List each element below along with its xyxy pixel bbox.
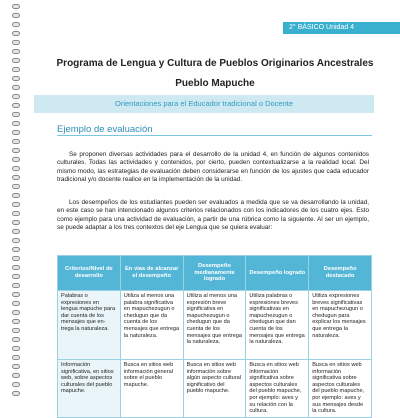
spiral-ring (12, 40, 20, 45)
table-row (58, 360, 372, 418)
spiral-ring (12, 130, 20, 135)
spiral-ring (12, 184, 20, 189)
header-level-4: Desempeño destacado (309, 256, 372, 291)
table-row (58, 291, 372, 360)
spiral-ring (12, 283, 20, 288)
spiral-ring (12, 94, 20, 99)
spiral-ring (12, 58, 20, 63)
spiral-ring (12, 157, 20, 162)
spiral-ring (12, 139, 20, 144)
table-cell: Utiliza al menos una expresión breve significativa en mapuchezugun o chedugun que da cuenta de los mensajes que entrega la naturaleza. (183, 291, 246, 360)
spiral-ring (12, 103, 20, 108)
spiral-ring (12, 382, 20, 387)
spiral-ring (12, 319, 20, 324)
people-title: Pueblo Mapuche (175, 78, 255, 89)
spiral-ring (12, 148, 20, 153)
unit-tag: 2° BÁSICO Unidad 4 (283, 22, 400, 34)
spiral-ring (12, 193, 20, 198)
spiral-ring (12, 22, 20, 27)
spiral-ring (12, 76, 20, 81)
table-cell: Utiliza palabras o expresiones breves significativas en mapuchezugun o chedugun que dan cuenta de los mensajes que entrega la naturaleza. (246, 291, 309, 360)
header-level-2: Desempeño medianamente logrado (183, 256, 246, 291)
spiral-ring (12, 337, 20, 342)
program-title: Programa de Lengua y Cultura de Pueblos Originarios Ancestrales (56, 58, 374, 69)
orientation-banner: Orientaciones para el Educador tradicional o Docente (34, 95, 374, 113)
table-cell: Busca en sitios web información sobre algún aspecto cultural significativo del pueblo mapuche. (183, 360, 246, 418)
spiral-ring (12, 85, 20, 90)
spiral-ring (12, 166, 20, 171)
spiral-ring (12, 202, 20, 207)
spiral-ring (12, 364, 20, 369)
spiral-ring (12, 391, 20, 396)
paragraph-2: Los desempeños de los estudiantes pueden ser evaluados a medida que se va desarrollando la unidad, en este caso se han intencionado algunos criterios relacionados con los indicadores de los cuatro ejes. Esto como ejemplo para una actividad de evaluación, a partir de una rúbrica como la siguiente. Al ser un ejemplo, se puede adaptar a los tres contextos del eje Lengua que se quiera evaluar: (57, 199, 369, 231)
table-cell: Palabras o expresiones en lengua mapuche para dar cuenta de los mensajes que en- trega la naturaleza. (58, 291, 121, 360)
spiral-ring (12, 13, 20, 18)
spiral-ring (12, 67, 20, 72)
header-level-1: En vías de alcanzar el desempeño (120, 256, 183, 291)
table-cell: Busca en sitios web información general sobre el pueblo mapuche. (120, 360, 183, 418)
section-heading: Ejemplo de evaluación (57, 124, 153, 135)
header-level-3: Desempeño logrado (246, 256, 309, 291)
rubric-table (57, 255, 372, 418)
spiral-ring (12, 265, 20, 270)
spiral-ring (12, 247, 20, 252)
table-header-row (58, 256, 372, 291)
spiral-ring (12, 4, 20, 9)
paragraph-1: Se proponen diversas actividades para el desarrollo de la unidad 4, en función de algunos contenidos culturales. Todas las actividades y contenidos, por cierto, pueden contextualizarse a la realidad local. Del mismo modo, las estrategias de evaluación deben considerarse en función de los ajustes que cada educador tradicional y/o docente realice en la implementación de la unidad. (57, 151, 369, 183)
header-criteria: Criterios/Nivel de desarrollo (58, 256, 121, 291)
spiral-ring (12, 220, 20, 225)
spiral-ring (12, 229, 20, 234)
spiral-ring (12, 373, 20, 378)
spiral-ring (12, 238, 20, 243)
table-cell: Información significativa, en sitios web, sobre aspectos culturales del pueblo mapuche. (58, 360, 121, 418)
spiral-ring (12, 211, 20, 216)
spiral-ring (12, 31, 20, 36)
spiral-ring (12, 256, 20, 261)
spiral-ring (12, 292, 20, 297)
table-cell: Busca en sitios web información significativa sobre aspectos culturales del pueblo mapuche, por ejemplo: aves y sus mensajes desde la cultura. (309, 360, 372, 418)
spiral-ring (12, 328, 20, 333)
spiral-ring (12, 355, 20, 360)
table-cell: Utiliza al menos una palabra significativa en mapuchezugun o chedugun que da cuenta de los mensajes que entrega la naturaleza. (120, 291, 183, 360)
spiral-ring (12, 346, 20, 351)
spiral-ring (12, 310, 20, 315)
table-cell: Busca en sitios web información significativa sobre aspectos culturales del pueblo mapuche, por ejemplo: aves y su relación con la cultura. (246, 360, 309, 418)
spiral-binding (12, 0, 20, 400)
spiral-ring (12, 121, 20, 126)
spiral-ring (12, 301, 20, 306)
spiral-ring (12, 274, 20, 279)
heading-rule (57, 135, 372, 136)
table-cell: Utiliza expresiones breves significativas en mapuchezugun o chedugun para explicar los mensajes que entrega la naturaleza. (309, 291, 372, 360)
top-bar (0, 0, 400, 38)
spiral-ring (12, 112, 20, 117)
spiral-ring (12, 175, 20, 180)
spiral-ring (12, 49, 20, 54)
